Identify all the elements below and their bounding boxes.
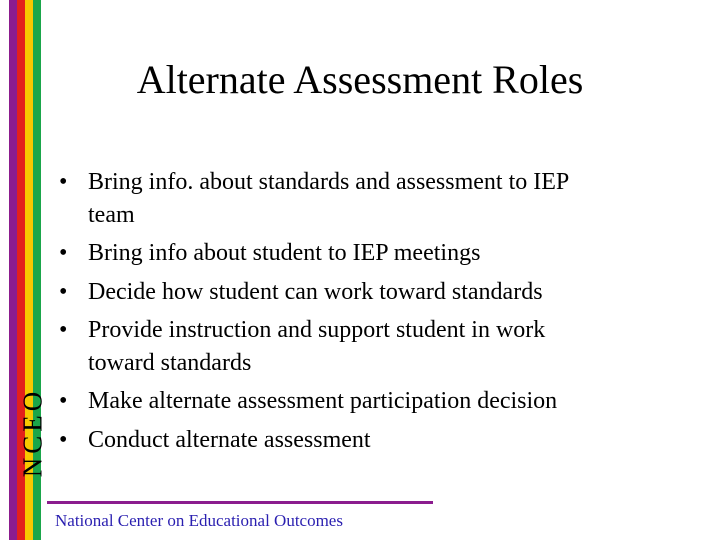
bullet-icon: •	[59, 317, 68, 343]
bullet-text: Decide how student can work toward standards	[88, 278, 543, 305]
side-label	[17, 372, 48, 492]
bullet-icon: •	[59, 426, 68, 453]
bullet-text-continued: toward standards	[88, 349, 252, 376]
bullet-list	[59, 163, 688, 459]
bullet-item	[59, 163, 688, 234]
bullet-text-continued: team	[88, 201, 135, 228]
bullet-icon: •	[59, 278, 68, 305]
stripe-white	[0, 0, 9, 540]
bullet-item	[59, 273, 688, 312]
bullet-icon: •	[59, 169, 68, 195]
bullet-icon: •	[59, 388, 68, 414]
bullet-text: Bring info. about standards and assessment to IEP	[88, 169, 570, 195]
bullet-icon: •	[59, 240, 68, 266]
footer-divider	[47, 501, 433, 504]
bullet-text: Make alternate assessment participation decision	[88, 388, 558, 414]
bullet-text: Bring info about student to IEP meetings	[88, 240, 481, 266]
bullet-text: Provide instruction and support student in work	[88, 317, 546, 343]
footer-organization: National Center on Educational Outcomes	[55, 511, 343, 530]
stripe-purple	[9, 0, 17, 540]
bullet-text: Conduct alternate assessment	[88, 426, 371, 453]
bullet-item	[59, 421, 688, 460]
side-label-text: NCEO	[17, 387, 48, 477]
bullet-item	[59, 382, 688, 421]
bullet-item	[59, 234, 688, 273]
bullet-item	[59, 311, 688, 382]
slide-title: Alternate Assessment Roles	[136, 57, 584, 102]
